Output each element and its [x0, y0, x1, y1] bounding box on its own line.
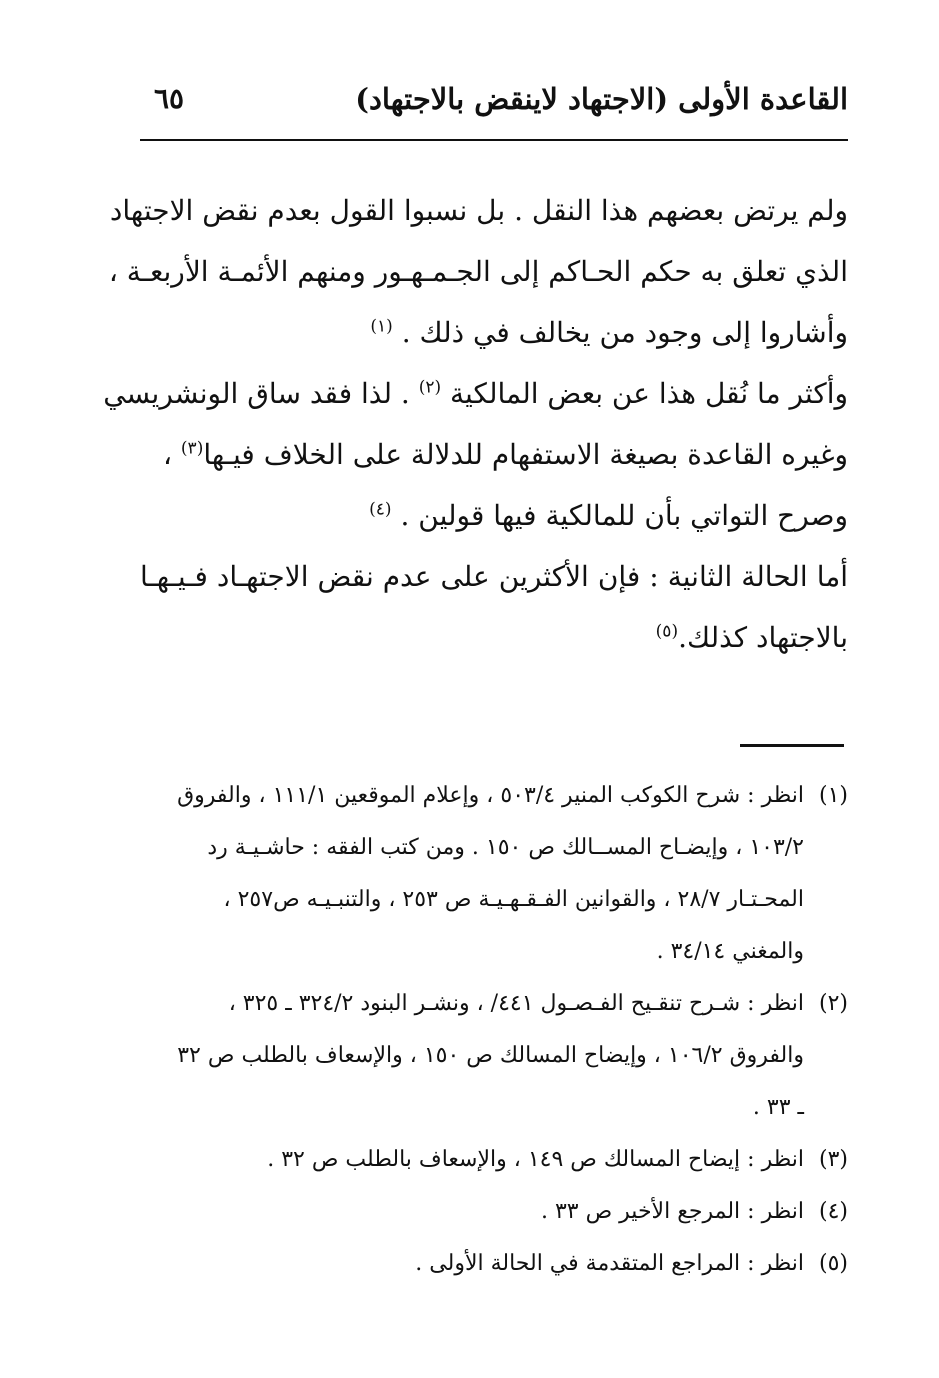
footnote-number: (٥) — [818, 1251, 848, 1276]
text-line — [109, 180, 848, 241]
footnote-text: ـ ٣٣ . — [752, 1095, 804, 1120]
header-rule — [140, 139, 848, 141]
footnote-marker: (٢) — [418, 377, 442, 398]
footnote-number: (٣) — [818, 1147, 848, 1172]
footnote-1-continuation — [140, 874, 848, 926]
text-line-content: وأشاروا إلى وجود من يخالف في ذلك . — [401, 316, 848, 349]
footnote-3 — [140, 1134, 848, 1186]
text-line-content: وأكثر ما نُقل هذا عن بعض المالكية — [450, 377, 848, 410]
footnote-text: انظر : المراجع المتقدمة في الحالة الأولى . — [415, 1251, 804, 1276]
text-line — [140, 485, 848, 546]
text-line-content: وغيره القاعدة بصيغة الاستفهام للدلالة على الخلاف فيـها — [203, 438, 848, 471]
text-line-content: أما الحالة الثانية : فإن الأكثرين على عدم نقض الاجتهـاد فـيـهـا — [140, 560, 848, 593]
footnote-text: والمغني ٣٤/١٤ . — [656, 939, 804, 964]
footnote-number: (٢) — [818, 991, 848, 1016]
footnote-1-continuation — [140, 822, 848, 874]
text-line-content: ولم يرتض بعضهم هذا النقل . بل نسبوا القول بعدم نقض الاجتهاد — [109, 194, 848, 227]
running-title: القاعدة الأولى (الاجتهاد لاينقض بالاجتهاد) — [355, 82, 848, 116]
text-line-content: الذي تعلق به حكم الحـاكم إلى الجـمـهـور ومنهم الأئمـة الأربعـة ، — [108, 255, 848, 288]
text-line — [140, 302, 848, 363]
footnote-text: انظر : شرح الكوكب المنير ٥٠٣/٤ ، وإعلام الموقعين ١١١/١ ، والفروق — [177, 783, 804, 808]
footnote-text: انظر : شـرح تنقـيح الفـصـول ٤٤١/ ، ونشـر البنود ٣٢٤/٢ ـ ٣٢٥ ، — [228, 991, 804, 1016]
footnote-marker: (١) — [370, 316, 393, 337]
page-header — [140, 82, 848, 134]
footnote-2-continuation — [140, 1082, 848, 1134]
footnote-marker: (٤) — [369, 499, 392, 520]
main-text — [103, 180, 848, 668]
footnote-number: (١) — [818, 783, 848, 808]
footnote-text: ١٠٣/٢ ، وإيضـاح المســالك ص ١٥٠ . ومن كتب الفقه : حاشـيـة رد — [207, 835, 804, 860]
footnote-4 — [140, 1186, 848, 1238]
footnote-1-continuation — [140, 926, 848, 978]
footnote-2 — [140, 978, 848, 1030]
text-line — [140, 424, 848, 485]
footnotes — [140, 770, 848, 1290]
text-line — [108, 241, 848, 302]
text-line-content: بالاجتهاد كذلك. — [678, 621, 848, 654]
footnote-marker: (٣) — [180, 438, 204, 459]
text-line-content: ، — [162, 438, 172, 471]
footnote-text: المحـتـار ٢٨/٧ ، والقوانين الفـقـهـيـة ص ٢٥٣ ، والتنبـيـه ص٢٥٧ ، — [223, 887, 804, 912]
footnote-number: (٤) — [818, 1199, 848, 1224]
text-line-content: . لذا فقد ساق الونشريسي — [103, 377, 410, 410]
text-line — [140, 546, 848, 607]
footnote-text: انظر : المرجع الأخير ص ٣٣ . — [540, 1199, 804, 1224]
footnote-2-continuation — [140, 1030, 848, 1082]
footnote-text: انظر : إيضاح المسالك ص ١٤٩ ، والإسعاف بالطلب ص ٣٢ . — [267, 1147, 804, 1172]
footnote-separator — [740, 744, 844, 747]
text-line — [103, 363, 848, 424]
footnote-text: والفروق ١٠٦/٢ ، وإيضاح المسالك ص ١٥٠ ، والإسعاف بالطلب ص ٣٢ — [177, 1043, 804, 1068]
page-number: ٦٥ — [154, 82, 185, 115]
footnote-1 — [140, 770, 848, 822]
text-line — [140, 607, 848, 668]
footnote-marker: (٥) — [655, 621, 679, 642]
footnote-5 — [140, 1238, 848, 1290]
text-line-content: وصرح التواتي بأن للمالكية فيها قولين . — [400, 499, 848, 532]
